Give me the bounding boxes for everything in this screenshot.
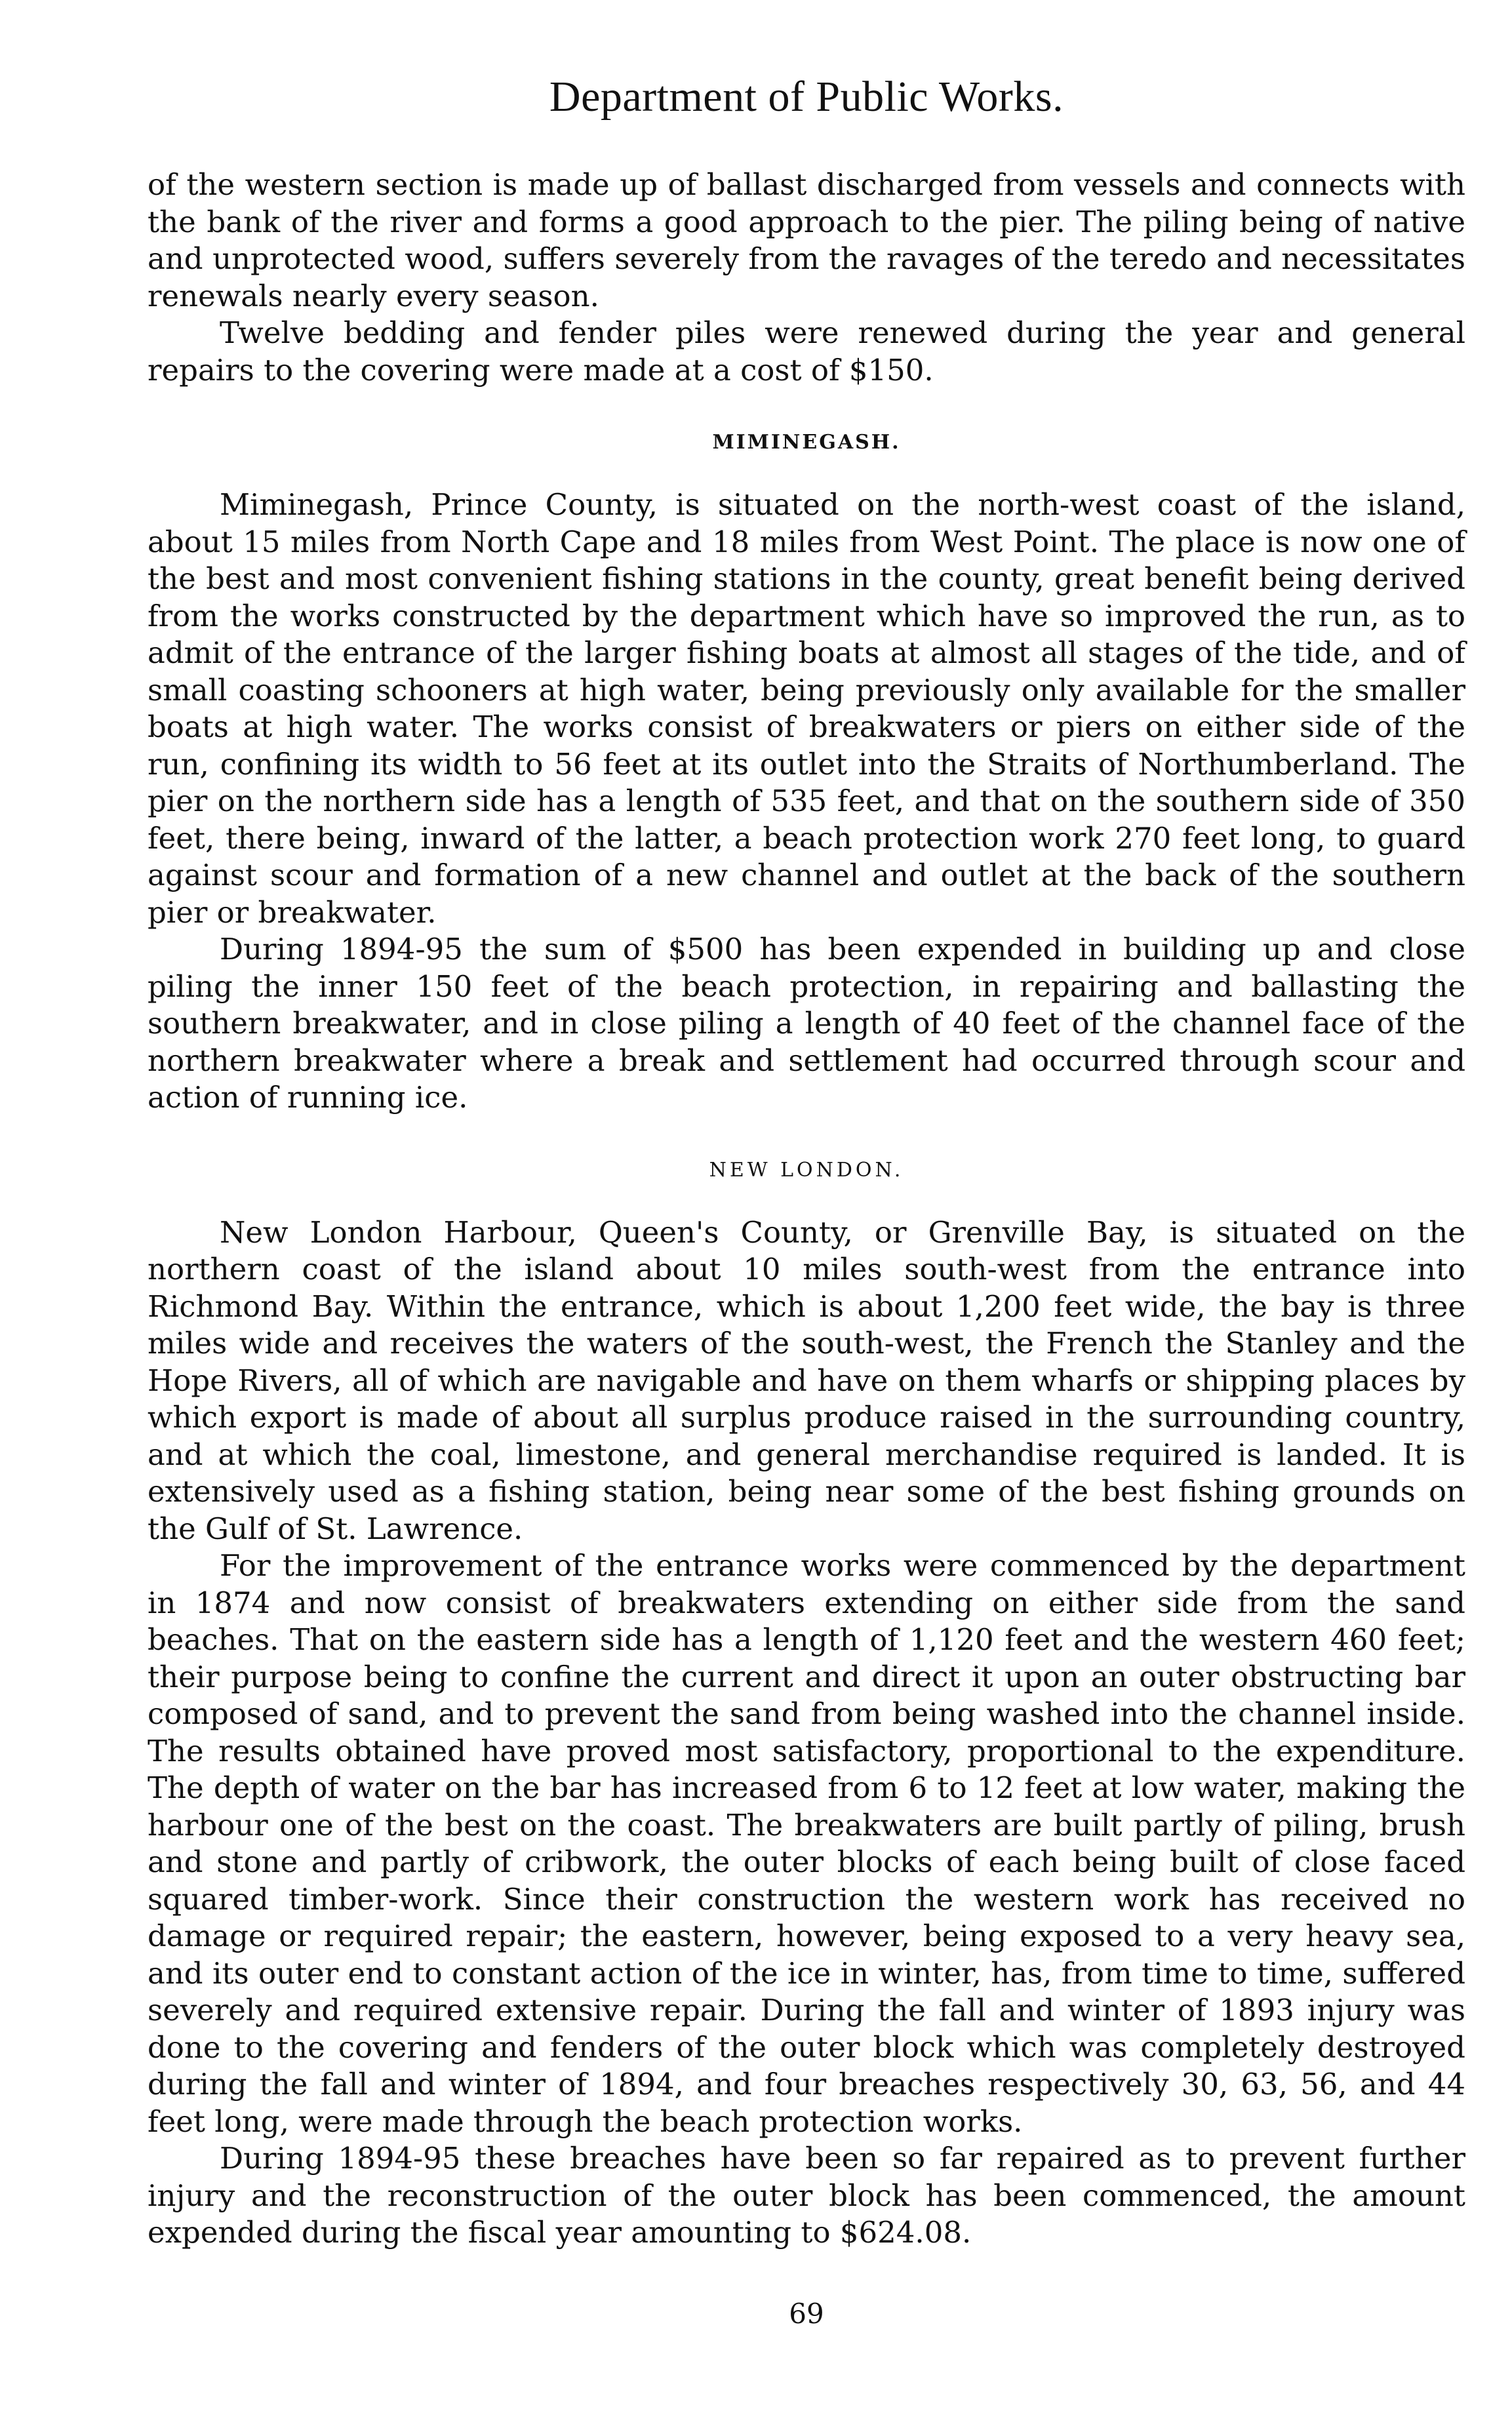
new-london-paragraph-3: During 1894-95 these breaches have been so far repaired as to prevent further injury and the reconstruction of the outer block has been commenced, the amount expended during the fiscal year amounting to $624.08. [148,2141,1465,2250]
running-head: Department of Public Works. [549,73,1064,121]
section-title-miminegash: MIMINEGASH. [712,431,901,454]
new-london-paragraph-1: New London Harbour, Queen's County, or Grenville Bay, is situated on the northern coast of the island about 10 miles south-west from the entrance into Richmond Bay. Within the entrance, which is about 1,200 feet wide, the bay is three miles wide and receives the waters of the south-west, the French the Stanley and the Hope Rivers, all of which are navigable and have on them wharfs or shipping places by which export is made of about all surplus produce raised in the surrounding country, and at which the coal, limestone, and general merchandise required is landed. It is extensively used as a fishing station, being near some of the best fishing grounds on the Gulf of St. Lawrence. [148,1214,1465,1546]
section-title-new-london: NEW LONDON. [709,1158,904,1182]
miminegash-paragraph-1: Miminegash, Prince County, is situated on the north-west coast of the island, about 15 miles from North Cape and 18 miles from West Point. The place is now one of the best and most convenient fishing stations in the county, great benefit being derived from the works constructed by the department which have so improved the run, as to admit of the entrance of the larger fishing boats at almost all stages of the tide, and of small coasting schooners at high water, being previously only available for the smaller boats at high water. The works consist of breakwaters or piers on either side of the run, confining its width to 56 feet at its outlet into the Straits of Northumberland. The pier on the northern side has a length of 535 feet, and that on the southern side of 350 feet, there being, inward of the latter, a beach protection work 270 feet long, to guard against scour and formation of a new channel and outlet at the back of the southern pier or breakwater. [148,487,1465,930]
new-london-paragraph-2: For the improvement of the entrance works were commenced by the department in 1874 and now consist of breakwaters extending on either side from the sand beaches. That on the eastern side has a length of 1,120 feet and the western 460 feet; their purpose being to confine the current and direct it upon an outer obstructing bar composed of sand, and to prevent the sand from being washed into the channel inside. The results obtained have proved most satisfactory, proportional to the expenditure. The depth of water on the bar has increased from 6 to 12 feet at low water, making the harbour one of the best on the coast. The breakwaters are built partly of piling, brush and stone and partly of cribwork, the outer blocks of each being built of close faced squared timber-work. Since their construction the western work has received no damage or required repair; the eastern, however, being exposed to a very heavy sea, and its outer end to constant action of the ice in winter, has, from time to time, suffered severely and required extensive repair. During the fall and winter of 1893 injury was done to the covering and fenders of the outer block which was completely destroyed during the fall and winter of 1894, and four breaches respectively 30, 63, 56, and 44 feet long, were made through the beach protection works. [148,1548,1465,2139]
miminegash-paragraph-2: During 1894-95 the sum of $500 has been expended in building up and close piling the inner 150 feet of the beach protection, in repairing and ballasting the southern breakwater, and in close piling a length of 40 feet of the channel face of the northern breakwater where a break and settlement had occurred through scour and action of running ice. [148,932,1465,1115]
document-page [148,72,1465,2330]
intro-paragraph-2: Twelve bedding and fender piles were renewed during the year and general repairs to the covering were made at a cost of $150. [148,315,1465,388]
intro-paragraph-1: of the western section is made up of ballast discharged from vessels and connects with the bank of the river and forms a good approach to the pier. The piling being of native and unprotected wood, suffers severely from the ravages of the teredo and necessitates renewals nearly every season. [148,167,1465,313]
page-number: 69 [789,2297,824,2330]
